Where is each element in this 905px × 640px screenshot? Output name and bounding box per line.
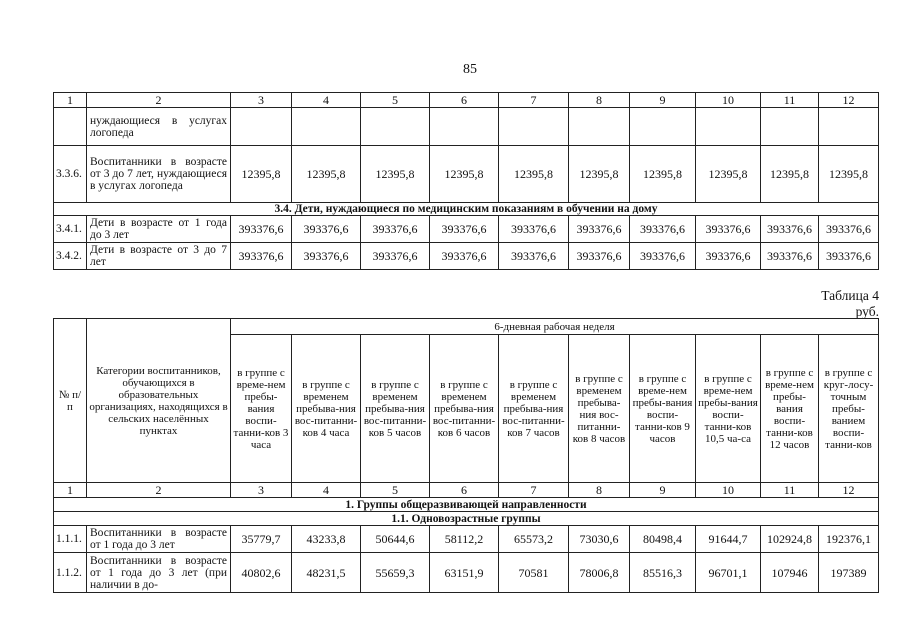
value-cell: 393376,6 [761, 243, 819, 270]
section-row [54, 512, 879, 526]
value-cell: 65573,2 [499, 526, 569, 553]
row-number: 1.1.1. [54, 526, 87, 553]
column-number: 2 [87, 483, 231, 498]
value-cell: 91644,7 [696, 526, 761, 553]
table-row [54, 146, 879, 203]
header-group: в группе с временем пребыва-ния вос-питанни-ков 5 часов [361, 335, 430, 483]
value-cell: 393376,6 [819, 216, 879, 243]
value-cell: 393376,6 [696, 216, 761, 243]
value-cell: 58112,2 [430, 526, 499, 553]
value-cell: 12395,8 [231, 146, 292, 203]
row-label: Дети в возрасте от 3 до 7 лет [87, 243, 231, 270]
value-cell: 393376,6 [569, 243, 630, 270]
section-title: 1. Группы общеразвивающей направленности [54, 498, 879, 512]
table-row [54, 108, 879, 146]
value-cell: 393376,6 [819, 243, 879, 270]
header-group: в группе с време-нем пребы-вания воспи-танни-ков 9 часов [630, 335, 696, 483]
header-num: № п/п [54, 319, 87, 483]
column-number: 1 [54, 93, 87, 108]
column-number: 5 [361, 93, 430, 108]
value-cell: 63151,9 [430, 553, 499, 593]
column-number: 5 [361, 483, 430, 498]
value-cell: 35779,7 [231, 526, 292, 553]
table-unit: руб. [855, 304, 879, 319]
value-cell: 55659,3 [361, 553, 430, 593]
value-cell: 393376,6 [630, 243, 696, 270]
value-cell: 43233,8 [292, 526, 361, 553]
column-number: 6 [430, 483, 499, 498]
page-number: 85 [463, 62, 477, 77]
column-number: 6 [430, 93, 499, 108]
value-cell: 393376,6 [569, 216, 630, 243]
value-cell: 393376,6 [696, 243, 761, 270]
table-caption [821, 288, 879, 320]
table-row [54, 216, 879, 243]
table-title: Таблица 4 [821, 288, 879, 303]
value-cell: 393376,6 [292, 216, 361, 243]
value-cell: 393376,6 [499, 243, 569, 270]
column-number-row [54, 483, 879, 498]
value-cell [430, 108, 499, 146]
table-continued [53, 92, 879, 270]
header-group: в группе с временем пребыва-ния вос-питанни-ков 8 часов [569, 335, 630, 483]
value-cell: 393376,6 [430, 243, 499, 270]
column-number: 8 [569, 483, 630, 498]
row-number [54, 108, 87, 146]
row-number: 3.3.6. [54, 146, 87, 203]
column-number-row [54, 93, 879, 108]
value-cell: 73030,6 [569, 526, 630, 553]
value-cell [569, 108, 630, 146]
value-cell: 393376,6 [292, 243, 361, 270]
value-cell: 107946 [761, 553, 819, 593]
value-cell: 12395,8 [292, 146, 361, 203]
value-cell: 12395,8 [361, 146, 430, 203]
table-row [54, 243, 879, 270]
value-cell: 393376,6 [361, 216, 430, 243]
value-cell: 192376,1 [819, 526, 879, 553]
column-number: 4 [292, 483, 361, 498]
value-cell: 12395,8 [819, 146, 879, 203]
value-cell: 12395,8 [499, 146, 569, 203]
value-cell: 393376,6 [430, 216, 499, 243]
value-cell [761, 108, 819, 146]
header-group: в группе с временем пребыва-ния вос-питанни-ков 6 часов [430, 335, 499, 483]
column-number: 11 [761, 93, 819, 108]
value-cell: 50644,6 [361, 526, 430, 553]
section-row [54, 203, 879, 216]
value-cell [361, 108, 430, 146]
value-cell: 12395,8 [761, 146, 819, 203]
column-number: 1 [54, 483, 87, 498]
value-cell [630, 108, 696, 146]
column-number: 3 [231, 483, 292, 498]
value-cell: 393376,6 [361, 243, 430, 270]
section-title: 3.4. Дети, нуждающиеся по медицинским показаниям в обучении на дому [54, 203, 879, 216]
column-number: 7 [499, 483, 569, 498]
column-number: 11 [761, 483, 819, 498]
header-group: в группе с време-нем пребы-вания воспи-танни-ков 3 часа [231, 335, 292, 483]
header-group: в группе с временем пребыва-ния вос-питанни-ков 4 часа [292, 335, 361, 483]
header-category: Категории воспитанников, обучающихся в образовательных организациях, находящихся в сельских населённых пунктах [87, 319, 231, 483]
value-cell: 80498,4 [630, 526, 696, 553]
row-number: 3.4.2. [54, 243, 87, 270]
value-cell: 12395,8 [696, 146, 761, 203]
value-cell: 102924,8 [761, 526, 819, 553]
value-cell: 393376,6 [231, 216, 292, 243]
column-number: 12 [819, 483, 879, 498]
value-cell: 85516,3 [630, 553, 696, 593]
value-cell [819, 108, 879, 146]
column-number: 9 [630, 483, 696, 498]
header-group: в группе с круг-лосу-точным пребы-ванием воспи-танни-ков [819, 335, 879, 483]
value-cell [292, 108, 361, 146]
column-number: 2 [87, 93, 231, 108]
table-row [54, 526, 879, 553]
header-group: в группе с време-нем пребы-вания воспи-танни-ков 10,5 ча-са [696, 335, 761, 483]
value-cell: 70581 [499, 553, 569, 593]
header-group: в группе с временем пребыва-ния вос-питанни-ков 7 часов [499, 335, 569, 483]
column-number: 3 [231, 93, 292, 108]
section-row [54, 498, 879, 512]
column-number: 12 [819, 93, 879, 108]
column-number: 10 [696, 483, 761, 498]
row-label: нуждающиеся в услугах логопеда [87, 108, 231, 146]
row-label: Воспитанники в возрасте от 3 до 7 лет, нуждающиеся в услугах логопеда [87, 146, 231, 203]
column-number: 7 [499, 93, 569, 108]
value-cell: 12395,8 [569, 146, 630, 203]
row-number: 3.4.1. [54, 216, 87, 243]
row-label: Дети в возрасте от 1 года до 3 лет [87, 216, 231, 243]
value-cell: 393376,6 [231, 243, 292, 270]
value-cell: 78006,8 [569, 553, 630, 593]
value-cell: 393376,6 [761, 216, 819, 243]
header-week: 6-дневная рабочая неделя [231, 319, 879, 335]
column-number: 8 [569, 93, 630, 108]
value-cell: 393376,6 [499, 216, 569, 243]
column-number: 4 [292, 93, 361, 108]
row-label: Воспитанники в возрасте от 1 года до 3 лет [87, 526, 231, 553]
value-cell: 393376,6 [630, 216, 696, 243]
column-number: 10 [696, 93, 761, 108]
value-cell [499, 108, 569, 146]
value-cell: 12395,8 [430, 146, 499, 203]
table-4 [53, 318, 879, 593]
row-label: Воспитанники в возрасте от 1 года до 3 лет (при наличии в до- [87, 553, 231, 593]
value-cell: 40802,6 [231, 553, 292, 593]
value-cell: 96701,1 [696, 553, 761, 593]
value-cell [696, 108, 761, 146]
table-row [54, 553, 879, 593]
value-cell: 197389 [819, 553, 879, 593]
value-cell [231, 108, 292, 146]
value-cell: 12395,8 [630, 146, 696, 203]
column-number: 9 [630, 93, 696, 108]
header-group: в группе с време-нем пребы-вания воспи-танни-ков 12 часов [761, 335, 819, 483]
section-title: 1.1. Одновозрастные группы [54, 512, 879, 526]
row-number: 1.1.2. [54, 553, 87, 593]
value-cell: 48231,5 [292, 553, 361, 593]
